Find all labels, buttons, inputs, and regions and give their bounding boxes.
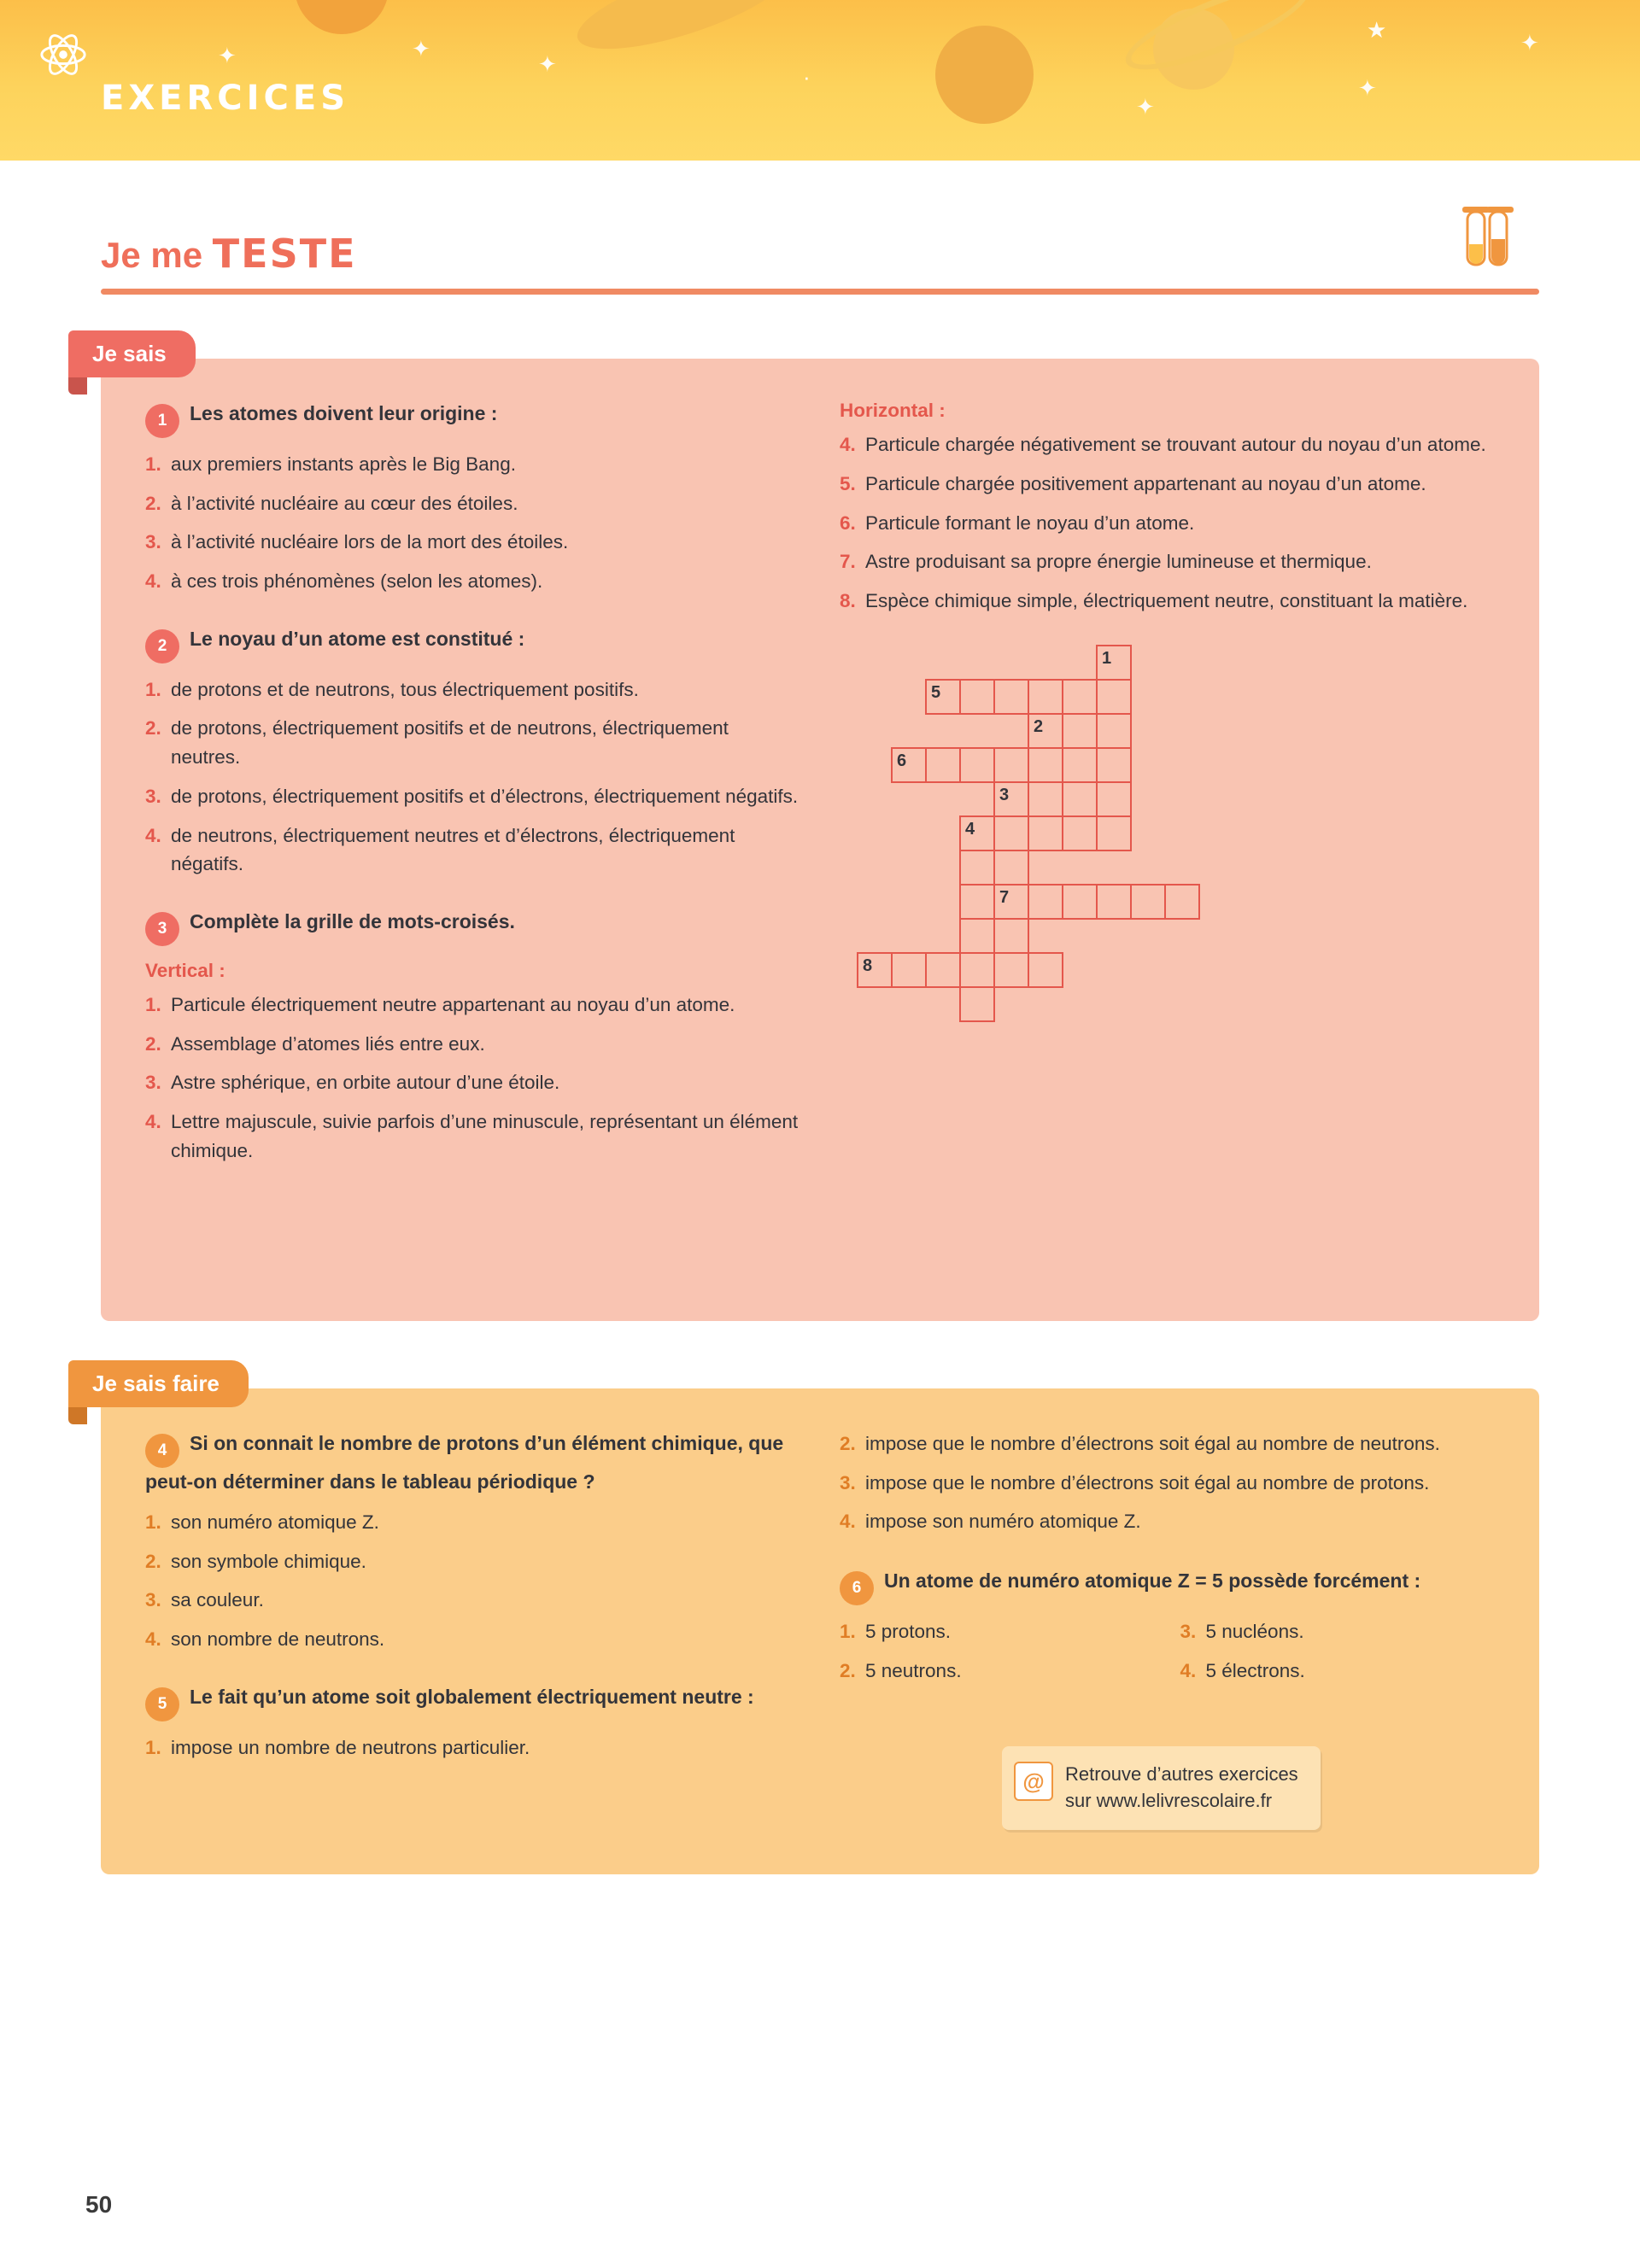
answer-number: 3. (840, 1471, 856, 1493)
crossword-cell[interactable] (993, 918, 1029, 954)
crossword-cell[interactable] (1028, 747, 1063, 783)
answer-number: 4. (1180, 1659, 1197, 1681)
atom-icon (38, 30, 88, 79)
answer-option[interactable] (145, 1547, 800, 1576)
clue-horizontal (840, 430, 1495, 459)
je-sais-faire-left-column (145, 1429, 800, 1830)
clue-text: Particule chargée positivement appartenant au noyau d’un atome. (865, 472, 1426, 494)
exercise-5-heading (145, 1683, 800, 1721)
at-sign-icon: @ (1014, 1762, 1053, 1801)
clue-number: 3. (145, 1072, 161, 1094)
horizontal-clues-label: Horizontal : (840, 400, 946, 421)
exercise-number-badge: 3 (145, 912, 179, 946)
answer-number: 4. (145, 1628, 161, 1651)
answer-option[interactable] (145, 1586, 800, 1615)
crossword-cell-number: 5 (931, 682, 941, 702)
crossword-cell[interactable] (1028, 815, 1063, 851)
clue-horizontal (840, 470, 1495, 499)
clue-number: 7. (840, 551, 856, 573)
clue-vertical (145, 1030, 800, 1059)
answer-text: de neutrons, électriquement neutres et d’électrons, électriquement négatifs. (171, 824, 735, 875)
clue-text: Espèce chimique simple, électriquement neutre, constituant la matière. (865, 590, 1468, 611)
tab-je-sais-wrap (68, 330, 1640, 377)
clue-text: Astre produisant sa propre énergie lumineuse et thermique. (865, 551, 1372, 573)
crossword-cell[interactable] (1028, 679, 1063, 715)
answer-option[interactable] (145, 782, 800, 811)
crossword-cell[interactable] (959, 918, 995, 954)
answer-option[interactable] (840, 1507, 1495, 1536)
note-line-1: Retrouve d’autres exercices (1065, 1763, 1298, 1786)
exercise-6-heading (840, 1567, 1495, 1605)
answer-option[interactable] (840, 1469, 1495, 1498)
crossword-cell[interactable] (1130, 884, 1166, 920)
star-decoration: ✦ (412, 36, 430, 61)
answer-number: 4. (145, 824, 161, 846)
crossword-cell[interactable] (891, 747, 927, 783)
crossword-cell[interactable] (1096, 679, 1132, 715)
exercise-4-question: Si on connait le nombre de protons d’un élément chimique, que peut-on déterminer dans le tableau périodique ? (145, 1431, 784, 1493)
crossword-cell[interactable] (959, 986, 995, 1022)
crossword-cell[interactable] (925, 747, 961, 783)
page-banner (0, 0, 1640, 161)
crossword-cell-number: 1 (1102, 648, 1112, 668)
je-sais-right-column (840, 400, 1495, 1277)
tab-fold-decoration (68, 377, 87, 395)
section-header (101, 200, 1539, 277)
crossword-cell[interactable] (993, 850, 1029, 886)
clue-horizontal (840, 509, 1495, 538)
exercise-6-answers-col1 (840, 1617, 1155, 1696)
answer-option[interactable] (145, 528, 800, 557)
answer-option[interactable] (145, 489, 800, 518)
crossword-cell[interactable] (993, 747, 1029, 783)
answer-number: 3. (145, 1589, 161, 1611)
answer-option[interactable] (145, 567, 800, 596)
exercise-1-question: Les atomes doivent leur origine : (190, 402, 498, 424)
clue-text: Particule chargée négativement se trouvant autour du noyau d’un atome. (865, 434, 1486, 455)
je-sais-faire-right-column (840, 1429, 1495, 1830)
crossword-cell-number: 3 (999, 785, 1010, 804)
answer-text: impose son numéro atomique Z. (865, 1511, 1141, 1533)
clue-number: 6. (840, 511, 856, 534)
note-line-2: sur www.lelivrescolaire.fr (1065, 1790, 1273, 1812)
answer-text: de protons et de neutrons, tous électriquement positifs. (171, 678, 639, 700)
clue-text: Particule formant le noyau d’un atome. (865, 511, 1195, 534)
answer-text: 5 neutrons. (865, 1659, 962, 1681)
planet-decoration (935, 26, 1034, 124)
crossword-cell[interactable] (1164, 884, 1200, 920)
answer-option[interactable] (1180, 1657, 1496, 1686)
clue-number: 1. (145, 993, 161, 1015)
exercise-5 (145, 1683, 800, 1762)
planet-decoration (295, 0, 389, 34)
clue-text: Lettre majuscule, suivie parfois d’une minuscule, représentant un élément chimique. (171, 1111, 799, 1161)
answer-option[interactable] (1180, 1617, 1496, 1646)
clue-text: Astre sphérique, en orbite autour d’une étoile. (171, 1072, 560, 1094)
exercise-4-heading (145, 1429, 800, 1496)
answer-option[interactable] (145, 1733, 800, 1762)
star-decoration: ✦ (218, 43, 237, 68)
panel-je-sais-faire (101, 1388, 1539, 1874)
crossword-cell-number: 4 (965, 819, 975, 839)
exercise-number-badge: 4 (145, 1434, 179, 1468)
crossword-cell[interactable] (993, 952, 1029, 988)
crossword-cell[interactable] (1062, 747, 1098, 783)
tab-fold-decoration (68, 1407, 87, 1424)
answer-number: 3. (145, 785, 161, 807)
answer-number: 2. (145, 717, 161, 739)
clue-text: Particule électriquement neutre appartenant au noyau d’un atome. (171, 993, 735, 1015)
answer-number: 2. (840, 1659, 856, 1681)
answer-text: 5 protons. (865, 1620, 952, 1642)
exercise-1 (145, 400, 800, 596)
exercise-6-answers (840, 1617, 1495, 1696)
star-decoration: · (803, 64, 811, 90)
crossword-cell[interactable] (1028, 884, 1063, 920)
crossword-cell[interactable] (959, 884, 995, 920)
exercise-4 (145, 1429, 800, 1654)
answer-text: impose un nombre de neutrons particulier. (171, 1736, 530, 1758)
exercise-number-badge: 5 (145, 1687, 179, 1721)
crossword-cell[interactable] (1028, 952, 1063, 988)
page-title (101, 231, 357, 277)
answer-number: 1. (145, 678, 161, 700)
answer-option[interactable] (840, 1657, 1155, 1686)
crossword-cell[interactable] (959, 679, 995, 715)
answer-number: 4. (145, 570, 161, 593)
crossword-cell[interactable] (1062, 679, 1098, 715)
answer-option[interactable] (145, 1508, 800, 1537)
crossword-cell[interactable] (993, 781, 1029, 817)
answer-text: sa couleur. (171, 1589, 264, 1611)
clue-horizontal (840, 547, 1495, 576)
crossword-cell[interactable] (959, 815, 995, 851)
banner-title: EXERCICES (101, 79, 350, 118)
answer-text: impose que le nombre d’électrons soit égal au nombre de protons. (865, 1471, 1430, 1493)
crossword-cell[interactable] (1096, 645, 1132, 681)
exercise-6-answers-col2 (1180, 1617, 1496, 1696)
exercise-number-badge: 2 (145, 629, 179, 663)
test-tubes-icon (1437, 200, 1539, 277)
answer-number: 2. (840, 1432, 856, 1454)
answer-text: à ces trois phénomènes (selon les atomes). (171, 570, 543, 593)
page-title-accent: TESTE (212, 231, 357, 277)
crossword-cell[interactable] (1096, 884, 1132, 920)
exercise-3-heading (145, 908, 800, 946)
answer-text: de protons, électriquement positifs et de neutrons, électriquement neutres. (171, 717, 729, 769)
answer-option[interactable] (145, 675, 800, 704)
exercise-1-heading (145, 400, 800, 438)
answer-number: 2. (145, 1550, 161, 1572)
answer-option[interactable] (840, 1617, 1155, 1646)
title-underline (101, 289, 1539, 295)
crossword-cell[interactable] (1096, 747, 1132, 783)
clue-number: 8. (840, 590, 856, 611)
crossword-cell[interactable] (993, 884, 1029, 920)
star-decoration: ✦ (1136, 94, 1155, 120)
answer-number: 3. (1180, 1620, 1197, 1642)
clue-vertical (145, 1108, 800, 1166)
answer-option[interactable] (145, 714, 800, 772)
exercise-2 (145, 625, 800, 879)
answer-number: 2. (145, 492, 161, 514)
answer-text: à l’activité nucléaire au cœur des étoiles. (171, 492, 518, 514)
crossword-cell[interactable] (959, 952, 995, 988)
clue-vertical (145, 991, 800, 1020)
crossword-cell[interactable] (1096, 815, 1132, 851)
crossword-cell[interactable] (959, 850, 995, 886)
crossword-cell[interactable] (857, 952, 893, 988)
exercise-6 (840, 1567, 1495, 1695)
crossword-cell[interactable] (1096, 713, 1132, 749)
crossword-cell-number: 8 (863, 956, 873, 975)
crossword-cell[interactable] (925, 952, 961, 988)
exercise-3 (145, 908, 800, 1166)
panel-je-sais (101, 359, 1539, 1321)
clue-number: 5. (840, 472, 856, 494)
crossword-cell-number: 7 (999, 887, 1010, 907)
exercise-number-badge: 1 (145, 404, 179, 438)
exercise-2-question: Le noyau d’un atome est constitué : (190, 627, 525, 650)
clue-vertical (145, 1068, 800, 1097)
star-decoration: ✦ (538, 51, 557, 77)
answer-text: impose que le nombre d’électrons soit égal au nombre de neutrons. (865, 1432, 1440, 1454)
star-decoration: ✦ (1358, 75, 1377, 101)
answer-number: 1. (145, 1736, 161, 1758)
exercise-number-badge: 6 (840, 1571, 874, 1605)
answer-number: 4. (840, 1511, 856, 1533)
crossword-cell[interactable] (1062, 884, 1098, 920)
answer-text: son symbole chimique. (171, 1550, 366, 1572)
answer-number: 1. (145, 453, 161, 475)
je-sais-left-column (145, 400, 800, 1277)
answer-text: de protons, électriquement positifs et d’électrons, électriquement négatifs. (171, 785, 799, 807)
answer-option[interactable] (145, 1625, 800, 1654)
tab-je-sais[interactable]: Je sais (68, 330, 196, 377)
answer-option[interactable] (145, 821, 800, 880)
crossword-cell[interactable] (925, 679, 961, 715)
vertical-clues-label: Vertical : (145, 959, 226, 981)
crossword-cell[interactable] (959, 747, 995, 783)
star-decoration: ✦ (1520, 30, 1539, 56)
crossword-cell[interactable] (1028, 781, 1063, 817)
clue-number: 2. (145, 1032, 161, 1055)
clue-number: 4. (840, 434, 856, 455)
page-number: 50 (85, 2191, 113, 2218)
comet-decoration (569, 0, 799, 67)
tab-je-sais-faire[interactable]: Je sais faire (68, 1360, 249, 1407)
clue-number: 4. (145, 1111, 161, 1133)
more-exercises-note[interactable] (1002, 1746, 1321, 1830)
crossword-cell-number: 2 (1034, 716, 1044, 736)
crossword-cell[interactable] (1028, 713, 1063, 749)
answer-text: aux premiers instants après le Big Bang. (171, 453, 516, 475)
clue-horizontal (840, 587, 1495, 616)
clue-text: Assemblage d’atomes liés entre eux. (171, 1032, 485, 1055)
exercise-6-question: Un atome de numéro atomique Z = 5 possède forcément : (884, 1569, 1421, 1592)
crossword-cell[interactable] (993, 679, 1029, 715)
answer-option[interactable] (145, 450, 800, 479)
answer-number: 1. (840, 1620, 856, 1642)
crossword-cell[interactable] (993, 815, 1029, 851)
crossword-cell[interactable] (891, 952, 927, 988)
answer-text: son nombre de neutrons. (171, 1628, 385, 1651)
answer-option[interactable] (840, 1429, 1495, 1458)
exercise-2-heading (145, 625, 800, 663)
exercise-3-question: Complète la grille de mots-croisés. (190, 910, 515, 933)
answer-text: 5 électrons. (1205, 1659, 1305, 1681)
crossword-cell[interactable] (1096, 781, 1132, 817)
page-title-plain: Je me (101, 235, 213, 275)
answer-number: 1. (145, 1511, 161, 1533)
tab-je-sais-faire-wrap (68, 1360, 1640, 1407)
answer-number: 3. (145, 531, 161, 553)
exercise-5-question: Le fait qu’un atome soit globalement électriquement neutre : (190, 1685, 754, 1708)
answer-text: son numéro atomique Z. (171, 1511, 379, 1533)
crossword-cell-number: 6 (897, 751, 907, 770)
answer-text: 5 nucléons. (1205, 1620, 1304, 1642)
answer-text: à l’activité nucléaire lors de la mort des étoiles. (171, 531, 569, 553)
star-decoration: ★ (1367, 17, 1387, 43)
crossword-cell[interactable] (1062, 815, 1098, 851)
crossword-grid[interactable] (840, 645, 1495, 1277)
